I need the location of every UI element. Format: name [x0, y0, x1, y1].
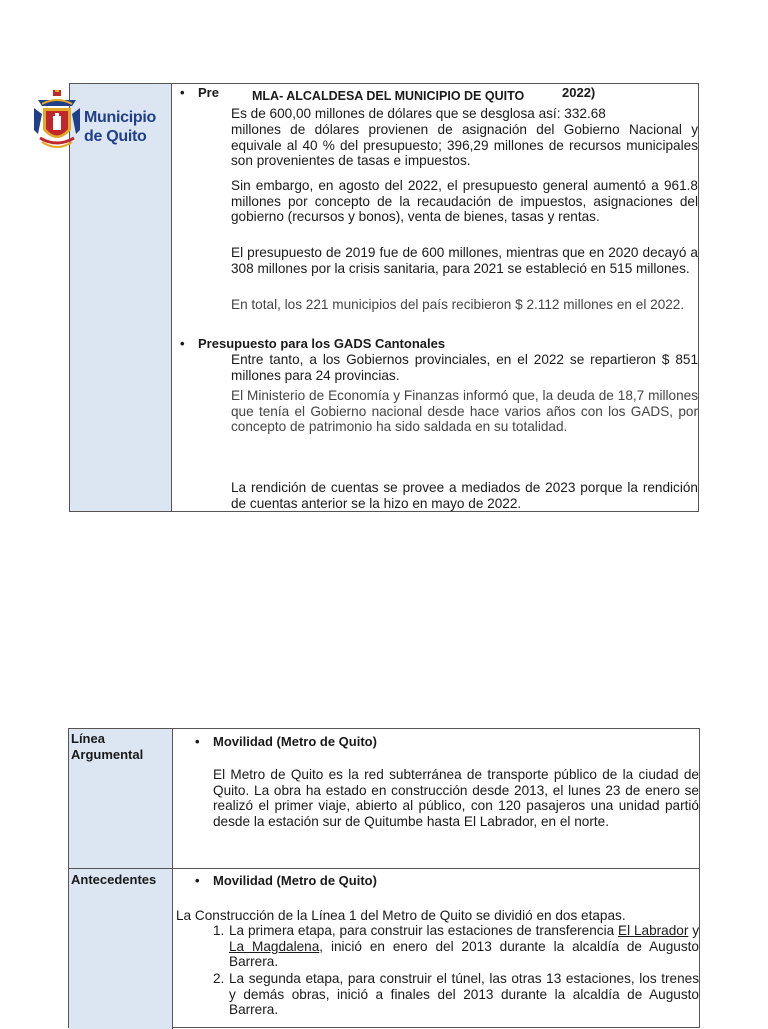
bullet-movilidad-2: • Movilidad (Metro de Quito) — [195, 873, 377, 888]
budget-paragraph-2: Sin embargo, en agosto del 2022, el presupuesto general aumentó a 961.8 millones por concepto de la recaudación de impuestos, asignaciones del gobierno (recursos y bonos), venta de bienes, tasas y rentas. — [231, 178, 698, 225]
bullet-presupuesto-gads: • Presupuesto para los GADS Cantonales — [180, 336, 445, 351]
link-el-labrador[interactable]: El Labrador — [618, 923, 689, 938]
row-label-argumental: Argumental — [71, 747, 144, 762]
logo-line-1: Municipio — [84, 109, 156, 126]
table2 — [68, 728, 700, 1028]
table2-row1-label-cell — [69, 729, 173, 869]
construction-intro: La Construcción de la Línea 1 del Metro de Quito se dividió en dos etapas. — [176, 908, 626, 923]
municipio-logo — [32, 90, 82, 157]
row-label-linea: Línea — [71, 731, 105, 746]
gads-paragraph-1: Entre tanto, a los Gobiernos provinciales, en el 2022 se repartieron $ 851 millones para 24 provincias. — [231, 352, 698, 383]
budget-paragraph-4: En total, los 221 municipios del país recibieron $ 2.112 millones en el 2022. — [231, 297, 685, 312]
budget-paragraph-1: millones de dólares provienen de asignación del Gobierno Nacional y equivale al 40 % del presupuesto; 396,29 millones de recursos municipales son provenientes de tasas e impuestos. — [231, 122, 698, 169]
table2-row2-label-cell — [69, 869, 173, 1029]
coat-of-arms-icon — [32, 90, 82, 152]
row-label-antecedentes: Antecedentes — [71, 872, 157, 887]
table1-label-cell — [69, 83, 172, 512]
gads-paragraph-3: La rendición de cuentas se provee a mediados de 2023 porque la rendición de cuentas anterior se la hizo en mayo de 2022. — [231, 480, 698, 511]
logo-wordmark — [84, 108, 156, 146]
bullet-movilidad-1: • Movilidad (Metro de Quito) — [195, 734, 377, 749]
page-title: MLA- ALCALDESA DEL MUNICIPIO DE QUITO — [252, 89, 525, 103]
stage-2-text: La segunda etapa, para construir el túnel, las otras 13 estaciones, los trenes y demás obras, inició a finales del 2013 durante la alcaldía de Augusto Barrera. — [229, 971, 699, 1018]
gads-paragraph-2: El Ministerio de Economía y Finanzas informó que, la deuda de 18,7 millones que tenía el Gobierno nacional desde hace varios años con los GADS, por concepto de patrimonio ha sido saldada en su totalidad. — [231, 388, 698, 435]
stage-1-number: 1. — [213, 923, 225, 938]
bullet-presupuesto-year: 2022) — [562, 85, 596, 100]
table1-content-cell — [172, 83, 699, 512]
bullet-presupuesto-partial: • Pre — [180, 85, 219, 100]
metro-description: El Metro de Quito es la red subterránea de transporte público de la ciudad de Quito. La obra ha estado en construcción desde 2013, el lunes 23 de enero se realizó el primer viaje, abierto al público, con 120 pasajeros una unidad partió desde la estación sur de Quitumbe hasta El Labrador, en el norte. — [213, 767, 699, 829]
logo-line-2: de Quito — [84, 128, 147, 145]
stage-2-number: 2. — [213, 971, 225, 986]
budget-paragraph-3: El presupuesto de 2019 fue de 600 millones, mientras que en 2020 decayó a 308 millones por la crisis sanitaria, para 2021 se estableció en 515 millones. — [231, 245, 698, 276]
link-la-magdalena[interactable]: La Magdalena — [229, 938, 320, 954]
stage-1-text: La primera etapa, para construir las estaciones de transferencia El Labrador y La Magdalena, inició en enero del 2013 durante la alcaldía de Augusto Barrera. — [229, 923, 700, 970]
clipped-text-line: Es de 600,00 millones de dólares que se desglosa así: 332.68 — [231, 106, 606, 121]
